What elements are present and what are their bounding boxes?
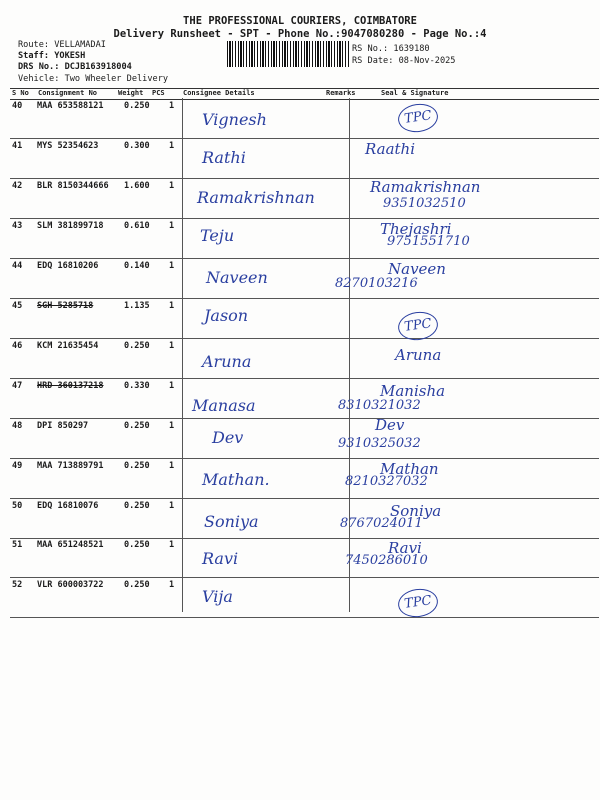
row-weight: 0.330 [124,381,150,391]
handwritten-phone: 9310325032 [338,436,421,451]
row-consignment: MAA 653588121 [37,101,104,111]
row-weight: 0.250 [124,341,150,351]
table-row [10,498,599,539]
row-sno: 44 [12,261,23,271]
table-row [10,178,599,219]
signature: Thejashri [380,220,452,238]
vehicle: Vehicle: Two Wheeler Delivery [18,74,169,84]
handwritten-phone: 8767024011 [340,516,423,531]
handwritten-phone: 9751551710 [387,234,470,249]
row-pcs: 1 [169,261,175,271]
consignee-handwriting: Vija [202,587,233,606]
row-pcs: 1 [169,381,175,391]
col-seal: Seal & Signature [381,89,449,97]
col-remarks: Remarks [326,89,356,97]
row-sno: 50 [12,501,23,511]
handwritten-phone: 8310321032 [338,398,421,413]
row-weight: 1.135 [124,301,150,311]
consignee-handwriting: Mathan. [202,470,270,489]
row-sno: 43 [12,221,23,231]
row-sno: 42 [12,181,23,191]
consignee-handwriting: Naveen [206,268,268,287]
row-pcs: 1 [169,461,175,471]
consignee-handwriting: Teju [200,226,235,245]
col-consignment: Consignment No [38,89,98,97]
row-sno: 40 [12,101,23,111]
consignee-handwriting: Ramakrishnan [197,188,315,207]
row-pcs: 1 [169,101,175,111]
table-row [10,458,599,499]
barcode [227,41,350,67]
row-consignment: HRD 360137218 [37,381,104,391]
row-sno: 46 [12,341,23,351]
row-consignment: KCM 21635454 [37,341,99,351]
row-sno: 52 [12,580,23,590]
row-pcs: 1 [169,141,175,151]
col-weight: Weight [118,89,144,97]
drs-number: DRS No.: DCJB163918004 [18,62,132,72]
row-sno: 47 [12,381,23,391]
signature: Aruna [395,346,442,364]
row-weight: 0.250 [124,580,150,590]
signature: Mathan [380,460,439,478]
table-row [10,258,599,299]
handwritten-phone: 8210327032 [345,474,428,489]
table-row [10,418,599,459]
company-name: THE PROFESSIONAL COURIERS, COIMBATORE [183,15,417,27]
consignee-handwriting: Soniya [204,512,259,531]
runsheet-title: Delivery Runsheet - SPT - Phone No.:9047080280 - Page No.:4 [113,28,487,40]
row-pcs: 1 [169,221,175,231]
col-sno: S No [12,89,29,97]
consignee-handwriting: Vignesh [202,110,267,129]
table-row [10,378,599,419]
row-consignment: EDQ 16810206 [37,261,99,271]
signature: Soniya [390,502,442,520]
handwritten-phone: 9351032510 [383,196,466,211]
seal-stamp: TPC [396,309,440,342]
consignee-handwriting: Aruna [202,352,252,371]
row-pcs: 1 [169,540,175,550]
row-pcs: 1 [169,301,175,311]
staff: Staff: YOKESH [18,51,86,61]
table-row [10,577,599,618]
row-sno: 41 [12,141,23,151]
row-weight: 0.250 [124,421,150,431]
row-consignment: BLR 8150344666 [37,181,109,191]
table-row [10,338,599,379]
signature: Ramakrishnan [370,178,481,196]
consignee-handwriting: Rathi [202,148,246,167]
table-row [10,298,599,339]
row-consignment: VLR 600003722 [37,580,104,590]
row-sno: 49 [12,461,23,471]
row-weight: 0.250 [124,501,150,511]
row-sno: 48 [12,421,23,431]
rs-date: RS Date: 08-Nov-2025 [352,56,456,66]
route: Route: VELLAMADAI [18,40,106,50]
row-pcs: 1 [169,421,175,431]
row-weight: 0.250 [124,540,150,550]
row-consignment: MYS 52354623 [37,141,99,151]
row-consignment: MAA 713889791 [37,461,104,471]
consignee-handwriting: Manasa [192,396,256,415]
row-consignment: EDQ 16810076 [37,501,99,511]
table-row [10,138,599,179]
rs-number: RS No.: 1639180 [352,44,430,54]
row-pcs: 1 [169,341,175,351]
row-weight: 0.250 [124,461,150,471]
row-consignment: SGH 5285718 [37,301,94,311]
handwritten-phone: 8270103216 [335,276,418,291]
col-consignee: Consignee Details [183,89,255,97]
row-pcs: 1 [169,181,175,191]
row-sno: 51 [12,540,23,550]
table-row [10,537,599,578]
signature: Dev [375,416,405,434]
signature: Manisha [380,382,446,400]
signature: Naveen [388,260,446,278]
row-consignment: MAA 651248521 [37,540,104,550]
row-pcs: 1 [169,580,175,590]
row-weight: 0.140 [124,261,150,271]
col-pcs: PCS [152,89,165,97]
signature: Ravi [388,539,422,557]
row-consignment: SLM 381899718 [37,221,104,231]
seal-stamp: TPC [396,586,440,619]
row-consignment: DPI 850297 [37,421,89,431]
signature: Raathi [365,140,416,158]
row-weight: 1.600 [124,181,150,191]
row-weight: 0.250 [124,101,150,111]
table-row [10,98,599,139]
row-weight: 0.300 [124,141,150,151]
table-row [10,218,599,259]
handwritten-phone: 7450286010 [345,553,428,568]
row-weight: 0.610 [124,221,150,231]
row-pcs: 1 [169,501,175,511]
row-sno: 45 [12,301,23,311]
seal-stamp: TPC [396,101,440,134]
consignee-handwriting: Ravi [202,549,239,568]
consignee-handwriting: Jason [204,306,249,325]
consignee-handwriting: Dev [212,428,244,447]
